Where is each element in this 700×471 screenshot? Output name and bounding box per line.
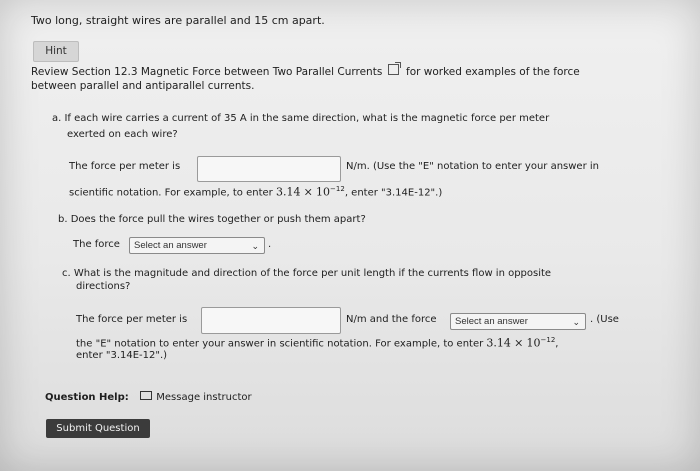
hint-review-suffix: for worked examples of the force (406, 66, 580, 78)
part-c-lead: The force per meter is (76, 314, 188, 325)
part-a-example-exponent: −12 (330, 185, 345, 193)
message-instructor-link[interactable]: Message instructor (156, 392, 252, 403)
part-c-answer-select[interactable] (450, 313, 586, 330)
part-c-select-value: Select an answer (455, 316, 528, 327)
part-a-example-times: × (303, 185, 313, 199)
hint-review-line2: between parallel and antiparallel currents. (31, 80, 255, 92)
question-title: Two long, straight wires are parallel and 15 cm apart. (31, 14, 325, 27)
part-b-question: b. Does the force pull the wires together or push them apart? (58, 214, 366, 225)
part-c-middle: N/m and the force (346, 314, 437, 325)
part-c-example-suffix: , (555, 338, 559, 350)
question-help (45, 391, 252, 403)
part-c-example-times: × (514, 336, 524, 350)
part-c-question-line1: c. What is the magnitude and direction of the force per unit length if the currents flow in opposite (62, 268, 552, 279)
part-a-answer-input[interactable] (197, 156, 341, 182)
hint-review-line1 (31, 64, 580, 78)
part-c-example-mantissa: 3.14 (486, 336, 511, 350)
question-help-label: Question Help: (45, 392, 129, 403)
part-b-select-value: Select an answer (134, 240, 207, 251)
part-c-example-base: 10 (526, 336, 541, 350)
part-b-lead: The force (73, 239, 120, 250)
part-c-use-note: . (Use (590, 314, 619, 325)
part-c-answer-input[interactable] (201, 307, 341, 334)
submit-question-button[interactable]: Submit Question (46, 419, 150, 438)
chevron-down-icon: ⌄ (572, 317, 580, 327)
part-c-example-line3: enter "3.14E-12".) (76, 350, 168, 361)
mail-icon (140, 391, 152, 400)
part-a-example-mantissa: 3.14 (275, 185, 301, 199)
hint-button[interactable]: Hint (33, 41, 79, 62)
part-c-example-exponent: −12 (540, 336, 556, 344)
part-a-lead: The force per meter is (69, 161, 181, 172)
part-a-example-suffix: , enter "3.14E-12".) (344, 187, 443, 199)
part-c-question-line2: directions? (76, 281, 131, 292)
part-b-answer-select[interactable] (129, 237, 265, 254)
part-b-period: . (268, 239, 272, 250)
external-link-icon (388, 64, 399, 75)
chevron-down-icon: ⌄ (251, 241, 259, 251)
part-a-example-base: 10 (316, 185, 331, 199)
part-a-instruction: N/m. (Use the "E" notation to enter your answer in (346, 161, 599, 172)
part-c-example-prefix: the "E" notation to enter your answer in scientific notation. For example, to enter (76, 338, 484, 350)
part-a-question-line1: a. If each wire carries a current of 35 A in the same direction, what is the magnetic force per meter (52, 113, 550, 124)
hint-review-link[interactable]: Review Section 12.3 Magnetic Force between Two Parallel Currents (31, 66, 383, 78)
part-a-example-line (69, 185, 442, 198)
part-a-example-prefix: scientific notation. For example, to enter (69, 187, 273, 199)
part-a-question-line2: exerted on each wire? (67, 129, 178, 140)
part-c-example-line (76, 336, 558, 349)
